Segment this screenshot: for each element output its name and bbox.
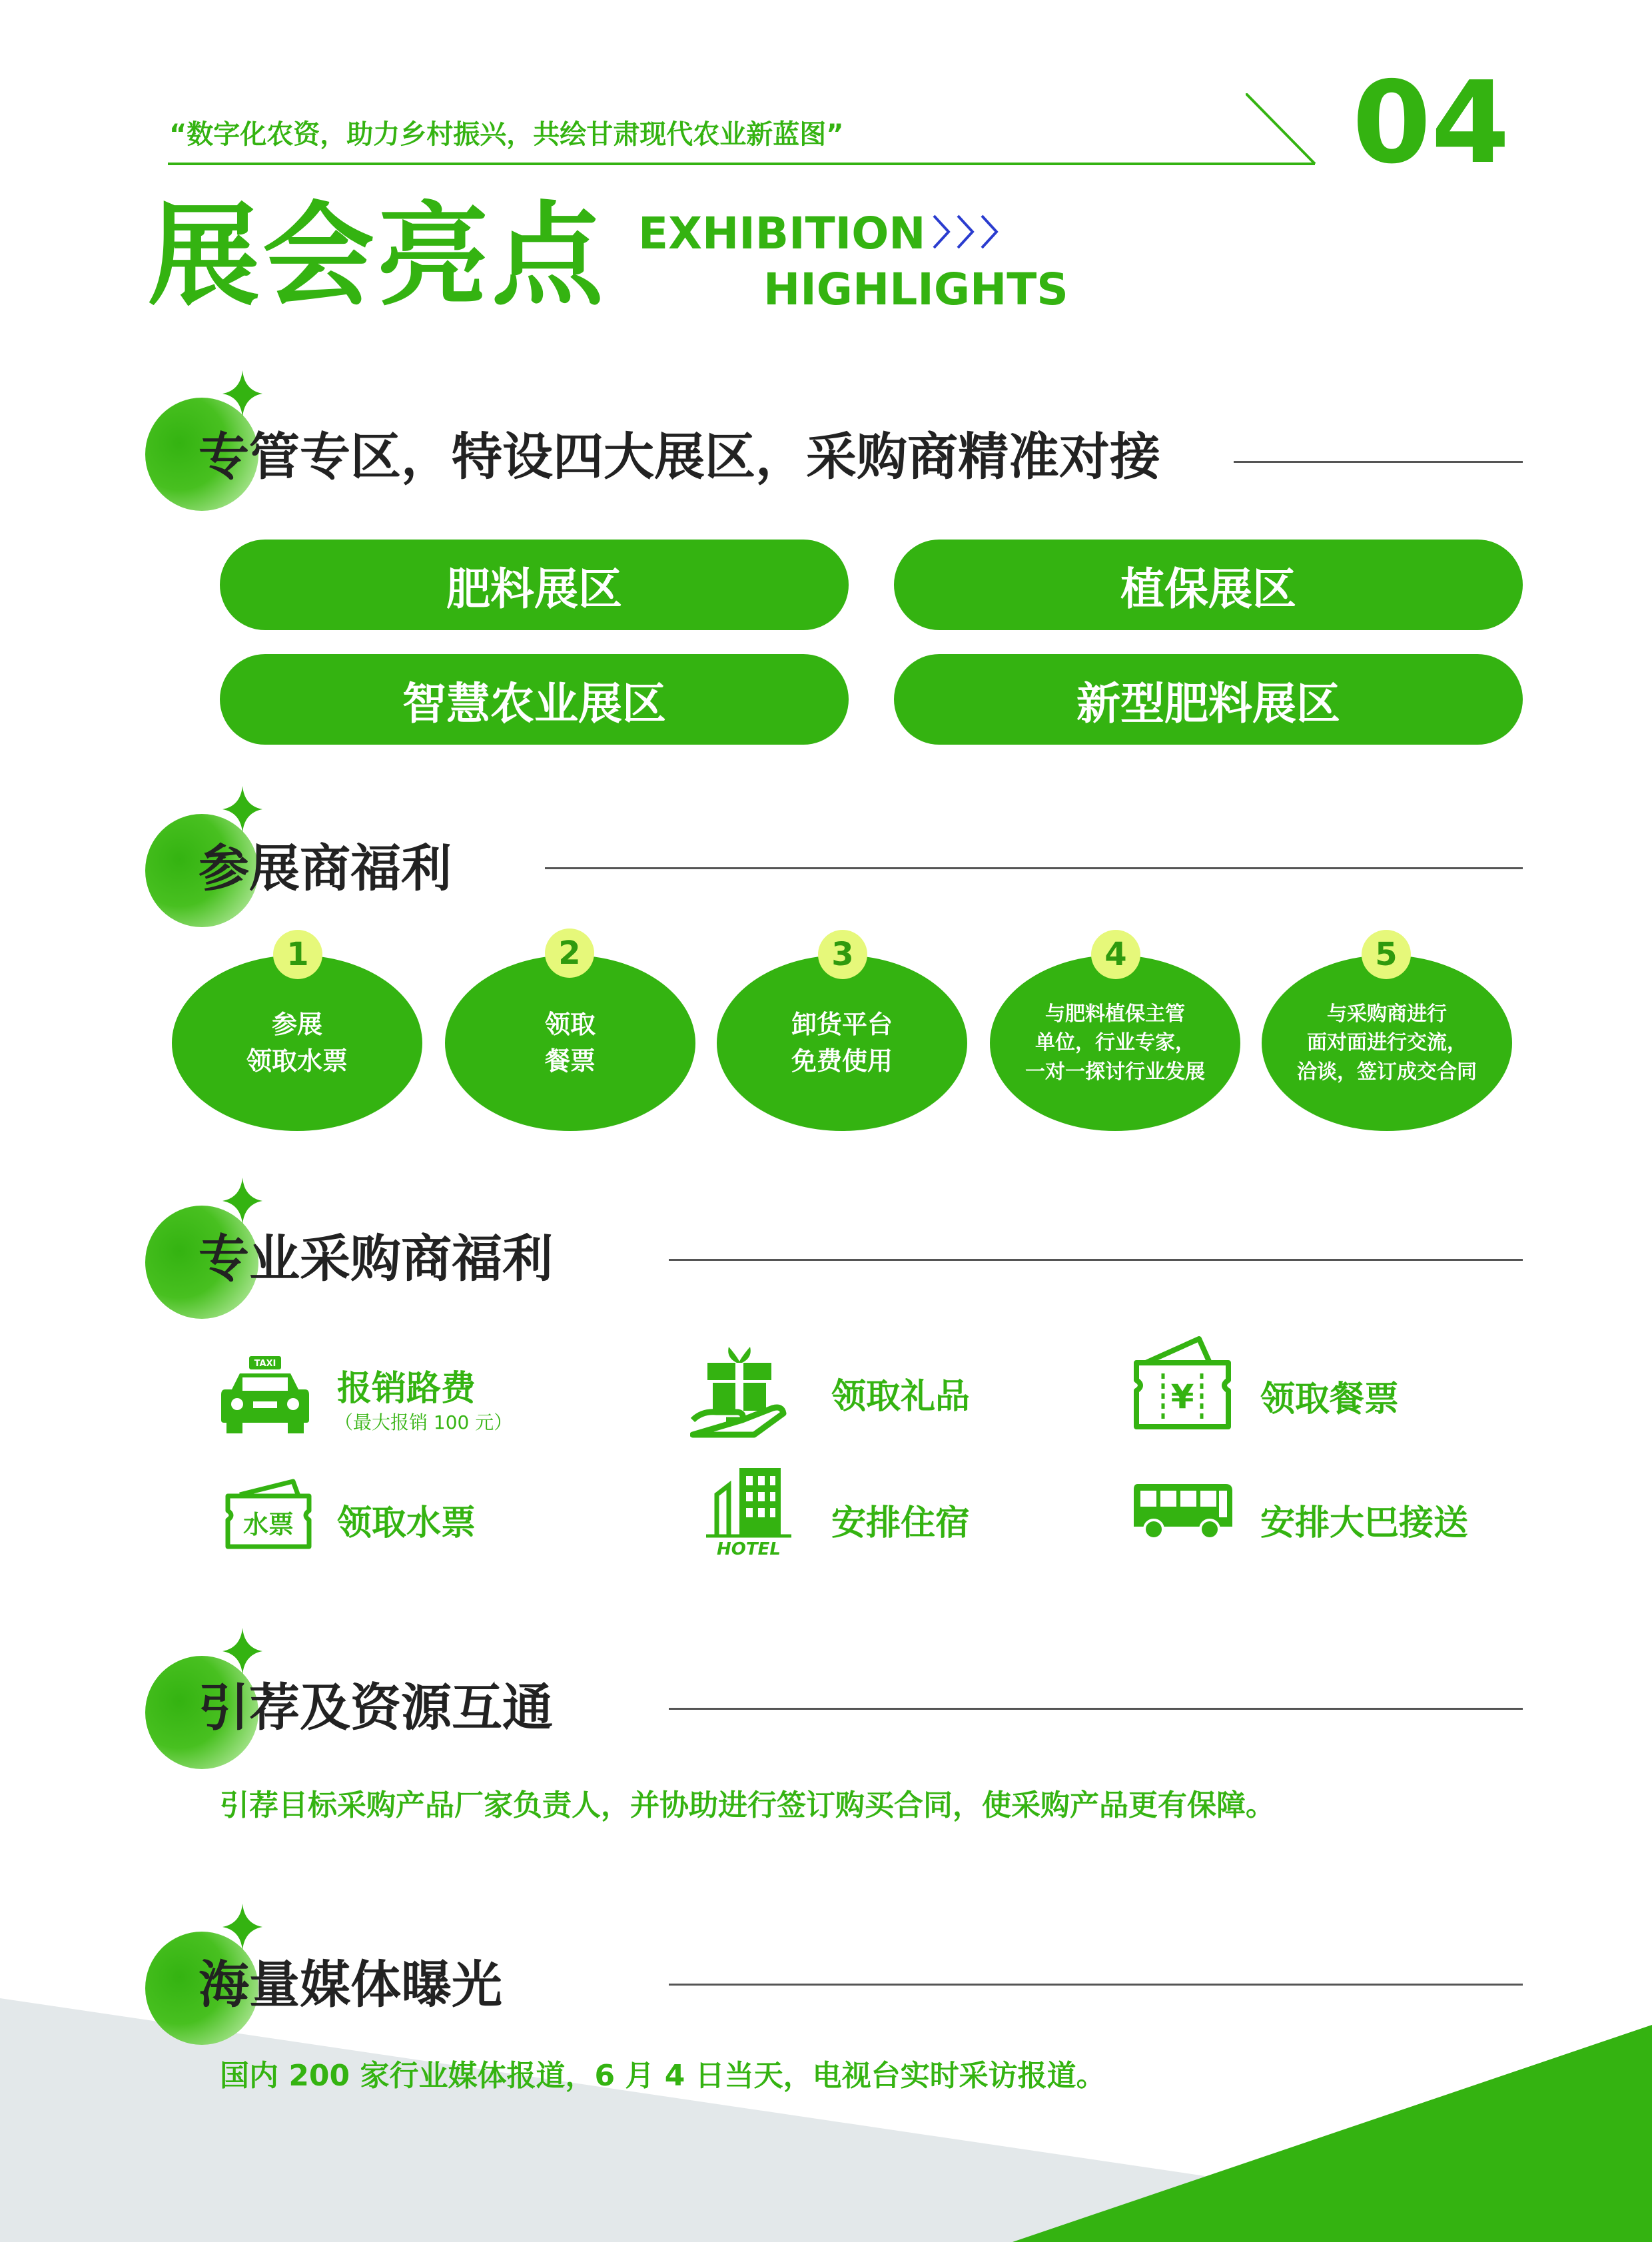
hotel-icon — [706, 1465, 791, 1559]
buyer-benefit-travel-note: （最大报销 100 元） — [334, 1411, 513, 1433]
buyer-benefit-travel-label: 报销路费 — [337, 1369, 476, 1409]
taxi-icon — [220, 1356, 310, 1435]
zone-fertilizer: 肥料展区 — [220, 540, 849, 630]
section-rule — [1234, 461, 1523, 463]
section-rule — [669, 1259, 1523, 1261]
meal-ticket-icon — [1132, 1336, 1232, 1429]
section-title-buyer-benefits: 专业采购商福利 — [199, 1229, 553, 1288]
sparkle-icon — [222, 1628, 262, 1675]
bottom-corner-decoration — [0, 1998, 1652, 2242]
buyer-benefit-bus-label: 安排大巴接送 — [1260, 1503, 1469, 1543]
benefit-number-2: 2 — [545, 929, 594, 978]
benefit-number-5: 5 — [1362, 930, 1411, 979]
buyer-benefit-meal-label: 领取餐票 — [1260, 1379, 1400, 1419]
sparkle-icon — [222, 1904, 262, 1950]
section-title-exhibitor-benefits: 参展商福利 — [199, 839, 452, 898]
section-rule — [545, 867, 1523, 869]
section-rule — [669, 1708, 1523, 1710]
benefit-oval-5: 与采购商进行 面对面进行交流， 洽谈，签订成交合同 — [1262, 955, 1512, 1131]
water-ticket-icon — [224, 1479, 313, 1551]
slogan: “数字化农资，助力乡村振兴，共绘甘肃现代农业新蓝图” — [169, 119, 844, 150]
section-title-referral: 引荐及资源互通 — [199, 1678, 553, 1737]
bus-icon — [1132, 1483, 1234, 1540]
svg-text:¥: ¥ — [1170, 1377, 1194, 1416]
gift-hand-icon — [690, 1341, 790, 1441]
page-title-en-line2: HIGHLIGHTS — [763, 264, 1068, 315]
buyer-benefit-hotel-label: 安排住宿 — [831, 1503, 971, 1543]
section-title-zones: 专管专区，特设四大展区，采购商精准对接 — [199, 427, 1160, 486]
svg-text:HOTEL: HOTEL — [717, 1539, 781, 1559]
media-description: 国内 200 家行业媒体报道，6 月 4 日当天，电视台实时采访报道。 — [220, 2059, 1106, 2093]
page-title: 展会亮点 — [148, 190, 606, 321]
sparkle-icon — [222, 370, 262, 417]
diagonal-line-decor — [1246, 93, 1326, 167]
section-rule — [669, 1984, 1523, 1986]
buyer-benefit-gift-label: 领取礼品 — [831, 1377, 971, 1417]
referral-description: 引荐目标采购产品厂家负责人，并协助进行签订购买合同，使采购产品更有保障。 — [220, 1788, 1275, 1822]
zone-plant-protection: 植保展区 — [894, 540, 1523, 630]
svg-text:水票: 水票 — [242, 1510, 294, 1539]
buyer-benefit-water-label: 领取水票 — [337, 1503, 476, 1543]
benefit-oval-1: 参展 领取水票 — [172, 955, 422, 1131]
sparkle-icon — [222, 1178, 262, 1224]
benefit-oval-4: 与肥料植保主管 单位，行业专家， 一对一探讨行业发展 — [990, 955, 1240, 1131]
benefit-oval-3: 卸货平台 免费使用 — [717, 955, 967, 1131]
section-title-media: 海量媒体曝光 — [199, 1955, 502, 2014]
slogan-underline — [168, 163, 1315, 165]
sparkle-icon — [222, 786, 262, 833]
triple-chevron-icon — [931, 212, 1011, 252]
benefit-oval-2: 领取 餐票 — [445, 955, 695, 1131]
page-number: 04 — [1352, 57, 1510, 189]
benefit-number-4: 4 — [1091, 930, 1140, 979]
zone-smart-agriculture: 智慧农业展区 — [220, 654, 849, 745]
svg-text:TAXI: TAXI — [254, 1359, 276, 1369]
benefit-number-3: 3 — [818, 930, 867, 979]
benefit-number-1: 1 — [273, 930, 322, 979]
zone-new-fertilizer: 新型肥料展区 — [894, 654, 1523, 745]
page-title-en-line1: EXHIBITION — [638, 208, 926, 259]
green-triangle-decor — [1013, 2025, 1652, 2242]
